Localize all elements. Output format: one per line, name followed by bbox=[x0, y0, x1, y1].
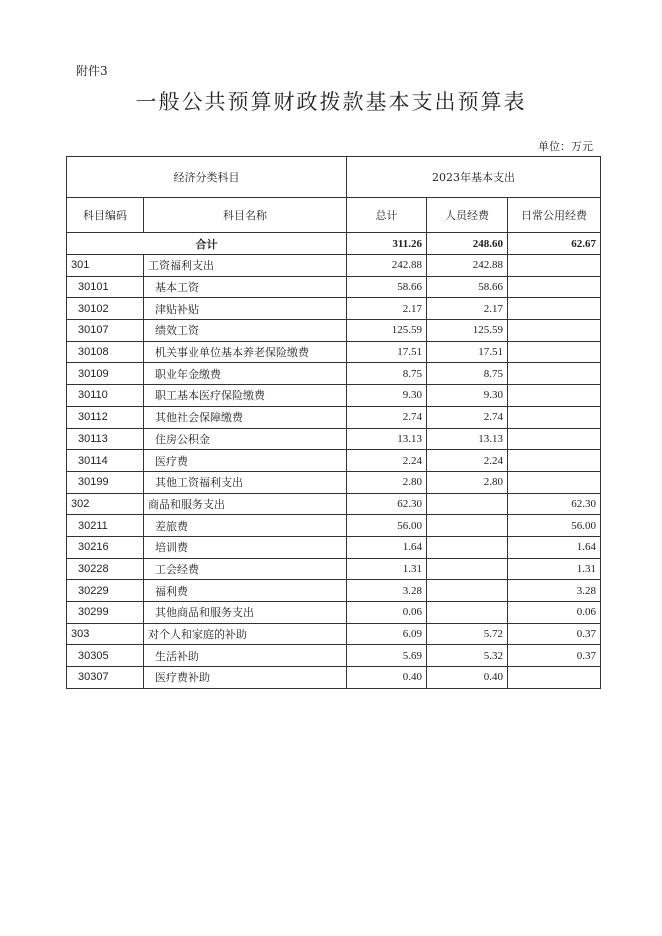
row-total: 56.00 bbox=[347, 515, 427, 537]
row-public: 1.64 bbox=[508, 536, 601, 558]
row-code: 30110 bbox=[67, 385, 144, 407]
row-personnel bbox=[427, 515, 508, 537]
row-public bbox=[508, 341, 601, 363]
row-code: 30307 bbox=[67, 667, 144, 689]
row-code: 302 bbox=[67, 493, 144, 515]
row-public bbox=[508, 450, 601, 472]
row-total: 17.51 bbox=[347, 341, 427, 363]
table-row bbox=[67, 341, 601, 363]
table-row bbox=[67, 645, 601, 667]
row-name: 生活补助 bbox=[144, 645, 347, 667]
row-personnel: 2.17 bbox=[427, 298, 508, 320]
row-personnel: 0.40 bbox=[427, 667, 508, 689]
row-code: 30107 bbox=[67, 320, 144, 342]
row-code: 30102 bbox=[67, 298, 144, 320]
row-public bbox=[508, 363, 601, 385]
row-public: 0.06 bbox=[508, 602, 601, 624]
row-total: 242.88 bbox=[347, 255, 427, 277]
row-public: 1.31 bbox=[508, 558, 601, 580]
table-row bbox=[67, 276, 601, 298]
row-name: 职业年金缴费 bbox=[144, 363, 347, 385]
row-public bbox=[508, 298, 601, 320]
row-public bbox=[508, 255, 601, 277]
row-personnel: 58.66 bbox=[427, 276, 508, 298]
row-public bbox=[508, 320, 601, 342]
row-personnel: 242.88 bbox=[427, 255, 508, 277]
row-personnel: 17.51 bbox=[427, 341, 508, 363]
row-name: 对个人和家庭的补助 bbox=[144, 623, 347, 645]
row-personnel: 5.32 bbox=[427, 645, 508, 667]
row-personnel: 125.59 bbox=[427, 320, 508, 342]
row-total: 0.40 bbox=[347, 667, 427, 689]
table-row bbox=[67, 536, 601, 558]
table-row bbox=[67, 298, 601, 320]
row-public bbox=[508, 667, 601, 689]
row-personnel bbox=[427, 580, 508, 602]
table-row bbox=[67, 667, 601, 689]
header-total: 总计 bbox=[347, 198, 427, 233]
row-name: 津贴补贴 bbox=[144, 298, 347, 320]
row-total: 6.09 bbox=[347, 623, 427, 645]
row-total: 125.59 bbox=[347, 320, 427, 342]
row-personnel: 8.75 bbox=[427, 363, 508, 385]
row-total: 1.31 bbox=[347, 558, 427, 580]
row-public: 3.28 bbox=[508, 580, 601, 602]
row-personnel: 13.13 bbox=[427, 428, 508, 450]
row-name: 机关事业单位基本养老保险缴费 bbox=[144, 341, 347, 363]
row-total: 13.13 bbox=[347, 428, 427, 450]
row-code: 30109 bbox=[67, 363, 144, 385]
header-economic-category: 经济分类科目 bbox=[67, 157, 347, 198]
row-code: 30299 bbox=[67, 602, 144, 624]
row-personnel: 9.30 bbox=[427, 385, 508, 407]
row-total: 8.75 bbox=[347, 363, 427, 385]
row-personnel bbox=[427, 602, 508, 624]
row-public bbox=[508, 276, 601, 298]
row-code: 30112 bbox=[67, 406, 144, 428]
row-personnel: 2.80 bbox=[427, 471, 508, 493]
total-personnel: 248.60 bbox=[427, 233, 508, 255]
row-public bbox=[508, 471, 601, 493]
total-row bbox=[67, 233, 601, 255]
row-code: 30113 bbox=[67, 428, 144, 450]
row-name: 工会经费 bbox=[144, 558, 347, 580]
row-personnel bbox=[427, 558, 508, 580]
row-code: 30305 bbox=[67, 645, 144, 667]
total-total: 311.26 bbox=[347, 233, 427, 255]
row-code: 30114 bbox=[67, 450, 144, 472]
table-row bbox=[67, 623, 601, 645]
row-name: 住房公积金 bbox=[144, 428, 347, 450]
header-personnel: 人员经费 bbox=[427, 198, 508, 233]
row-code: 303 bbox=[67, 623, 144, 645]
row-name: 培训费 bbox=[144, 536, 347, 558]
row-name: 医疗费 bbox=[144, 450, 347, 472]
row-total: 2.17 bbox=[347, 298, 427, 320]
table-row bbox=[67, 493, 601, 515]
row-name: 绩效工资 bbox=[144, 320, 347, 342]
table-row bbox=[67, 385, 601, 407]
row-name: 其他商品和服务支出 bbox=[144, 602, 347, 624]
table-row bbox=[67, 558, 601, 580]
row-total: 0.06 bbox=[347, 602, 427, 624]
table-row bbox=[67, 471, 601, 493]
row-code: 301 bbox=[67, 255, 144, 277]
row-name: 福利费 bbox=[144, 580, 347, 602]
row-name: 其他工资福利支出 bbox=[144, 471, 347, 493]
row-code: 30216 bbox=[67, 536, 144, 558]
row-public bbox=[508, 428, 601, 450]
row-code: 30229 bbox=[67, 580, 144, 602]
row-total: 1.64 bbox=[347, 536, 427, 558]
row-public bbox=[508, 406, 601, 428]
row-public: 56.00 bbox=[508, 515, 601, 537]
total-label: 合计 bbox=[67, 233, 347, 255]
table-row bbox=[67, 255, 601, 277]
unit-label: 单位：万元 bbox=[538, 140, 593, 153]
attachment-label: 附件3 bbox=[76, 64, 108, 78]
row-total: 2.24 bbox=[347, 450, 427, 472]
row-total: 3.28 bbox=[347, 580, 427, 602]
row-public bbox=[508, 385, 601, 407]
table-row bbox=[67, 428, 601, 450]
table-row bbox=[67, 580, 601, 602]
row-total: 9.30 bbox=[347, 385, 427, 407]
table-row bbox=[67, 320, 601, 342]
row-personnel bbox=[427, 493, 508, 515]
header-public: 日常公用经费 bbox=[508, 198, 601, 233]
row-total: 2.80 bbox=[347, 471, 427, 493]
table-row bbox=[67, 602, 601, 624]
row-code: 30211 bbox=[67, 515, 144, 537]
row-name: 医疗费补助 bbox=[144, 667, 347, 689]
header-name: 科目名称 bbox=[144, 198, 347, 233]
row-code: 30101 bbox=[67, 276, 144, 298]
row-total: 2.74 bbox=[347, 406, 427, 428]
row-name: 职工基本医疗保险缴费 bbox=[144, 385, 347, 407]
total-public: 62.67 bbox=[508, 233, 601, 255]
table-row bbox=[67, 406, 601, 428]
table-row bbox=[67, 515, 601, 537]
row-name: 差旅费 bbox=[144, 515, 347, 537]
row-code: 30199 bbox=[67, 471, 144, 493]
row-personnel: 2.24 bbox=[427, 450, 508, 472]
row-name: 基本工资 bbox=[144, 276, 347, 298]
table-row bbox=[67, 363, 601, 385]
row-public: 0.37 bbox=[508, 623, 601, 645]
row-total: 62.30 bbox=[347, 493, 427, 515]
row-name: 其他社会保障缴费 bbox=[144, 406, 347, 428]
row-code: 30108 bbox=[67, 341, 144, 363]
header-basic-expenditure: 2023年基本支出 bbox=[347, 157, 601, 198]
header-code: 科目编码 bbox=[67, 198, 144, 233]
row-name: 商品和服务支出 bbox=[144, 493, 347, 515]
row-total: 5.69 bbox=[347, 645, 427, 667]
row-name: 工资福利支出 bbox=[144, 255, 347, 277]
row-personnel: 2.74 bbox=[427, 406, 508, 428]
row-total: 58.66 bbox=[347, 276, 427, 298]
row-public: 62.30 bbox=[508, 493, 601, 515]
row-personnel: 5.72 bbox=[427, 623, 508, 645]
budget-table bbox=[66, 156, 601, 689]
table-row bbox=[67, 450, 601, 472]
row-code: 30228 bbox=[67, 558, 144, 580]
page-title: 一般公共预算财政拨款基本支出预算表 bbox=[135, 90, 527, 114]
row-public: 0.37 bbox=[508, 645, 601, 667]
row-personnel bbox=[427, 536, 508, 558]
